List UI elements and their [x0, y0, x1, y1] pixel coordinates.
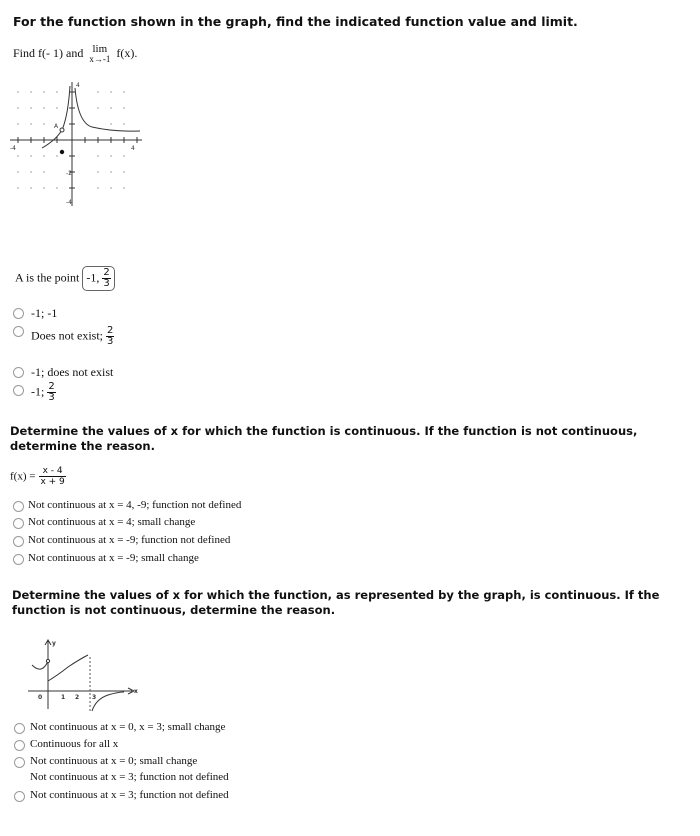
q3-option-2-label[interactable]: Continuous for all x — [30, 738, 119, 750]
y-axis-label: y — [52, 640, 56, 647]
question-1-title: For the function shown in the graph, find the indicated function value and limit. — [13, 14, 578, 29]
curve-right — [75, 88, 140, 131]
q3-option-3-label[interactable]: Not continuous at x = 0; small change — [30, 755, 198, 767]
q1-option-4-label[interactable] — [31, 382, 56, 403]
option-2-denominator: 3 — [107, 336, 114, 347]
q2-option-1-radio[interactable] — [13, 501, 24, 512]
x-label-0: 0 — [38, 694, 43, 701]
q3-option-2-radio[interactable] — [14, 740, 25, 751]
x-label-neg4: -4 — [10, 145, 16, 152]
question-1-graph — [6, 78, 146, 210]
q1-option-4-radio[interactable] — [13, 385, 24, 396]
lim-word: lim — [92, 43, 108, 55]
filled-point — [60, 150, 64, 154]
q3-option-1-label[interactable]: Not continuous at x = 0, x = 3; small change — [30, 721, 226, 733]
curve-left — [42, 86, 70, 148]
limit-notation — [89, 44, 110, 64]
point-y-numerator: 2 — [103, 267, 110, 278]
q2-option-4-label[interactable]: Not continuous at x = -9; small change — [28, 552, 199, 564]
curve-middle — [48, 655, 88, 681]
option-2-text: Does not exist; — [31, 328, 103, 343]
q1-option-1-radio[interactable] — [13, 308, 24, 319]
lim-subscript: x→-1 — [89, 54, 111, 64]
x-label-1: 1 — [61, 694, 66, 701]
point-y-denominator: 3 — [103, 278, 110, 289]
curve-right — [92, 692, 124, 711]
q2-option-1-label[interactable]: Not continuous at x = 4, -9; function not defined — [28, 499, 242, 511]
q3-option-3-continuation: Not continuous at x = 3; function not defined — [30, 771, 229, 783]
q2-option-4-radio[interactable] — [13, 554, 24, 565]
y-label-neg4: -4 — [66, 199, 72, 206]
q3-option-4-radio[interactable] — [14, 791, 25, 802]
q3-option-3-radio[interactable] — [14, 757, 25, 768]
prompt-start: Find f(- 1) and — [13, 45, 84, 60]
point-a-statement — [15, 266, 115, 291]
x-label-3: 3 — [92, 694, 97, 701]
x-label-2: 2 — [75, 694, 80, 701]
y-label-4: 4 — [76, 82, 80, 89]
point-x: -1, — [86, 270, 100, 285]
prompt-end: f(x). — [116, 45, 138, 60]
question-3-title: Determine the values of x for which the function, as represented by the graph, is continuous. If the function is not continuous, determine the reason. — [12, 588, 660, 617]
option-4-text: -1; — [31, 384, 45, 399]
function-numerator: x - 4 — [39, 466, 65, 477]
function-denominator: x + 9 — [40, 477, 65, 487]
curve-left — [32, 661, 48, 669]
q1-option-2-label[interactable] — [31, 326, 114, 347]
q2-option-2-radio[interactable] — [13, 518, 24, 529]
question-1-prompt — [13, 44, 137, 64]
y-label-neg2: -2 — [66, 170, 72, 177]
point-coordinates — [82, 266, 114, 291]
point-text: A is the point — [15, 270, 80, 285]
q1-option-1-label[interactable]: -1; -1 — [31, 306, 58, 320]
question-2-title: Determine the values of x for which the function is continuous. If the function is not continuous, determine the reason. — [10, 424, 638, 453]
q3-option-1-radio[interactable] — [14, 723, 25, 734]
q2-option-2-label[interactable]: Not continuous at x = 4; small change — [28, 516, 196, 528]
option-4-fraction — [47, 382, 55, 403]
q1-option-2-radio[interactable] — [13, 326, 24, 337]
option-2-numerator: 2 — [107, 325, 114, 336]
question-3-graph — [28, 637, 140, 715]
q2-option-3-label[interactable]: Not continuous at x = -9; function not defined — [28, 534, 231, 546]
open-point — [60, 128, 64, 132]
function-definition — [10, 466, 66, 487]
fx-label: f(x) = — [10, 470, 36, 483]
point-a-label: A — [54, 123, 59, 130]
option-2-fraction — [106, 326, 114, 347]
q1-option-3-label[interactable]: -1; does not exist — [31, 365, 114, 379]
x-label-4: 4 — [131, 145, 135, 152]
q3-option-4-label[interactable]: Not continuous at x = 3; function not defined — [30, 789, 229, 801]
function-fraction — [39, 466, 65, 487]
q1-option-3-radio[interactable] — [13, 367, 24, 378]
option-4-numerator: 2 — [48, 381, 55, 392]
x-axis-label: x — [134, 688, 138, 695]
point-y-fraction — [102, 268, 110, 289]
q2-option-3-radio[interactable] — [13, 536, 24, 547]
option-4-denominator: 3 — [48, 392, 55, 403]
open-point — [46, 659, 49, 662]
